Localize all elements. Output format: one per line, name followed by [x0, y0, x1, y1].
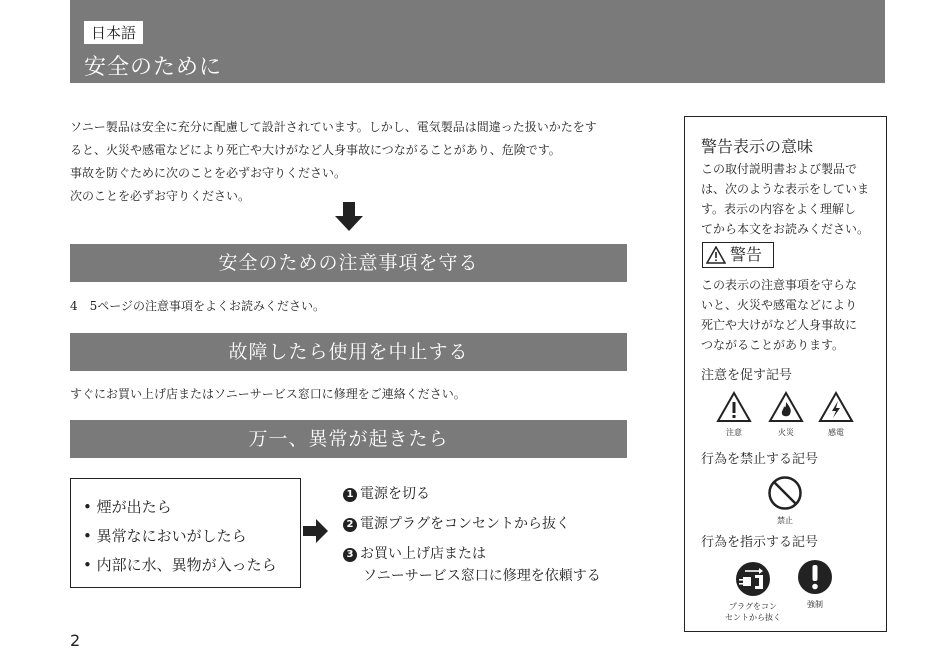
prohibit-symbol — [767, 475, 803, 526]
step-item — [343, 513, 570, 533]
warning-label — [702, 242, 774, 268]
warning-desc-line: 死亡や大けがなど人身事故に — [701, 318, 858, 332]
symbol-caption: プラグをコン — [729, 602, 777, 611]
page-header — [70, 0, 885, 83]
step-text: 電源を切る — [360, 486, 430, 502]
sidebar-description — [701, 159, 877, 239]
symbol-caption: 注意 — [726, 428, 742, 437]
intro-line: ると、火災や感電などにより死亡や大けがなど人身事故につながることがあり、危険です。 — [70, 143, 561, 157]
warning-description — [701, 275, 877, 355]
arrow-right-icon — [303, 519, 329, 543]
symbol-caption: 火災 — [778, 428, 794, 437]
section-band-emergency: 万一、異常が起きたら — [70, 420, 627, 458]
symbol-caption: 禁止 — [777, 516, 793, 525]
caution-triangle-icon — [716, 391, 752, 423]
mandatory-action-icon — [797, 559, 833, 595]
intro-line: 事故を防ぐために次のことを必ずお守りください。 — [70, 166, 347, 180]
electric-shock-icon — [818, 391, 854, 423]
condition-item: • 異常なにおいがしたら — [83, 527, 247, 545]
step-text: お買い上げ店または — [360, 546, 486, 562]
unplug-symbol — [723, 561, 783, 623]
sidebar-desc-line: この取付説明書および製品で — [701, 162, 858, 176]
step-number: 1 — [343, 488, 357, 502]
section-band-malfunction: 故障したら使用を中止する — [70, 333, 627, 371]
step-number: 3 — [343, 548, 357, 562]
warning-desc-line: この表示の注意事項を守らな — [701, 278, 858, 292]
condition-item: • 煙が出たら — [83, 498, 172, 516]
step-text: 電源プラグをコンセントから抜く — [360, 516, 570, 532]
section-note-malfunction: すぐにお買い上げ店またはソニーサービス窓口に修理をご連絡ください。 — [70, 387, 466, 401]
intro-line: 次のことを必ずお守りください。 — [70, 189, 251, 203]
page-title: 安全のために — [84, 55, 223, 80]
symbol-caption: 感電 — [828, 428, 844, 437]
caution-heading: 注意を促す記号 — [701, 368, 793, 383]
step-item — [343, 543, 486, 563]
symbol-caption: セントから抜く — [725, 613, 781, 622]
prohibited-icon — [767, 475, 803, 511]
symbol-caption: 強制 — [807, 600, 823, 609]
conditions-box — [70, 478, 301, 588]
unplug-icon — [735, 561, 771, 597]
prohibit-heading: 行為を禁止する記号 — [701, 452, 819, 467]
sidebar-desc-line: てから本文をお読みください。 — [701, 222, 870, 236]
warning-triangle-icon — [706, 246, 726, 264]
step-item — [343, 483, 430, 503]
section-note-safety: 4 5ページの注意事項をよくお読みください。 — [70, 299, 326, 313]
intro-line: ソニー製品は安全に充分に配慮して設計されています。しかし、電気製品は間違った扱いかたをす — [70, 120, 597, 134]
sidebar-desc-line: は、次のような表示をしていま — [701, 182, 870, 196]
intro-text — [70, 116, 630, 208]
instruct-heading: 行為を指示する記号 — [701, 535, 819, 550]
page-number: 2 — [70, 631, 81, 650]
fire-symbol — [768, 391, 804, 438]
sidebar-desc-line: す。表示の内容をよく理解し — [701, 202, 857, 216]
warning-desc-line: つながることがあります。 — [701, 338, 845, 352]
language-label: 日本語 — [84, 21, 143, 44]
arrow-down-icon — [334, 202, 364, 232]
shock-symbol — [818, 391, 854, 438]
warning-desc-line: いと、火災や感電などにより — [701, 298, 858, 312]
warning-label-text: 警告 — [730, 245, 763, 264]
section-band-safety: 安全のための注意事項を守る — [70, 244, 627, 282]
warning-sidebar — [684, 116, 887, 632]
mandatory-symbol — [797, 559, 833, 610]
fire-triangle-icon — [768, 391, 804, 423]
step-number: 2 — [343, 518, 357, 532]
sidebar-title: 警告表示の意味 — [701, 137, 814, 156]
condition-item: • 内部に水、異物が入ったら — [83, 556, 277, 574]
step-text-continued: ソニーサービス窓口に修理を依頼する — [363, 568, 601, 584]
caution-symbol — [716, 391, 752, 438]
